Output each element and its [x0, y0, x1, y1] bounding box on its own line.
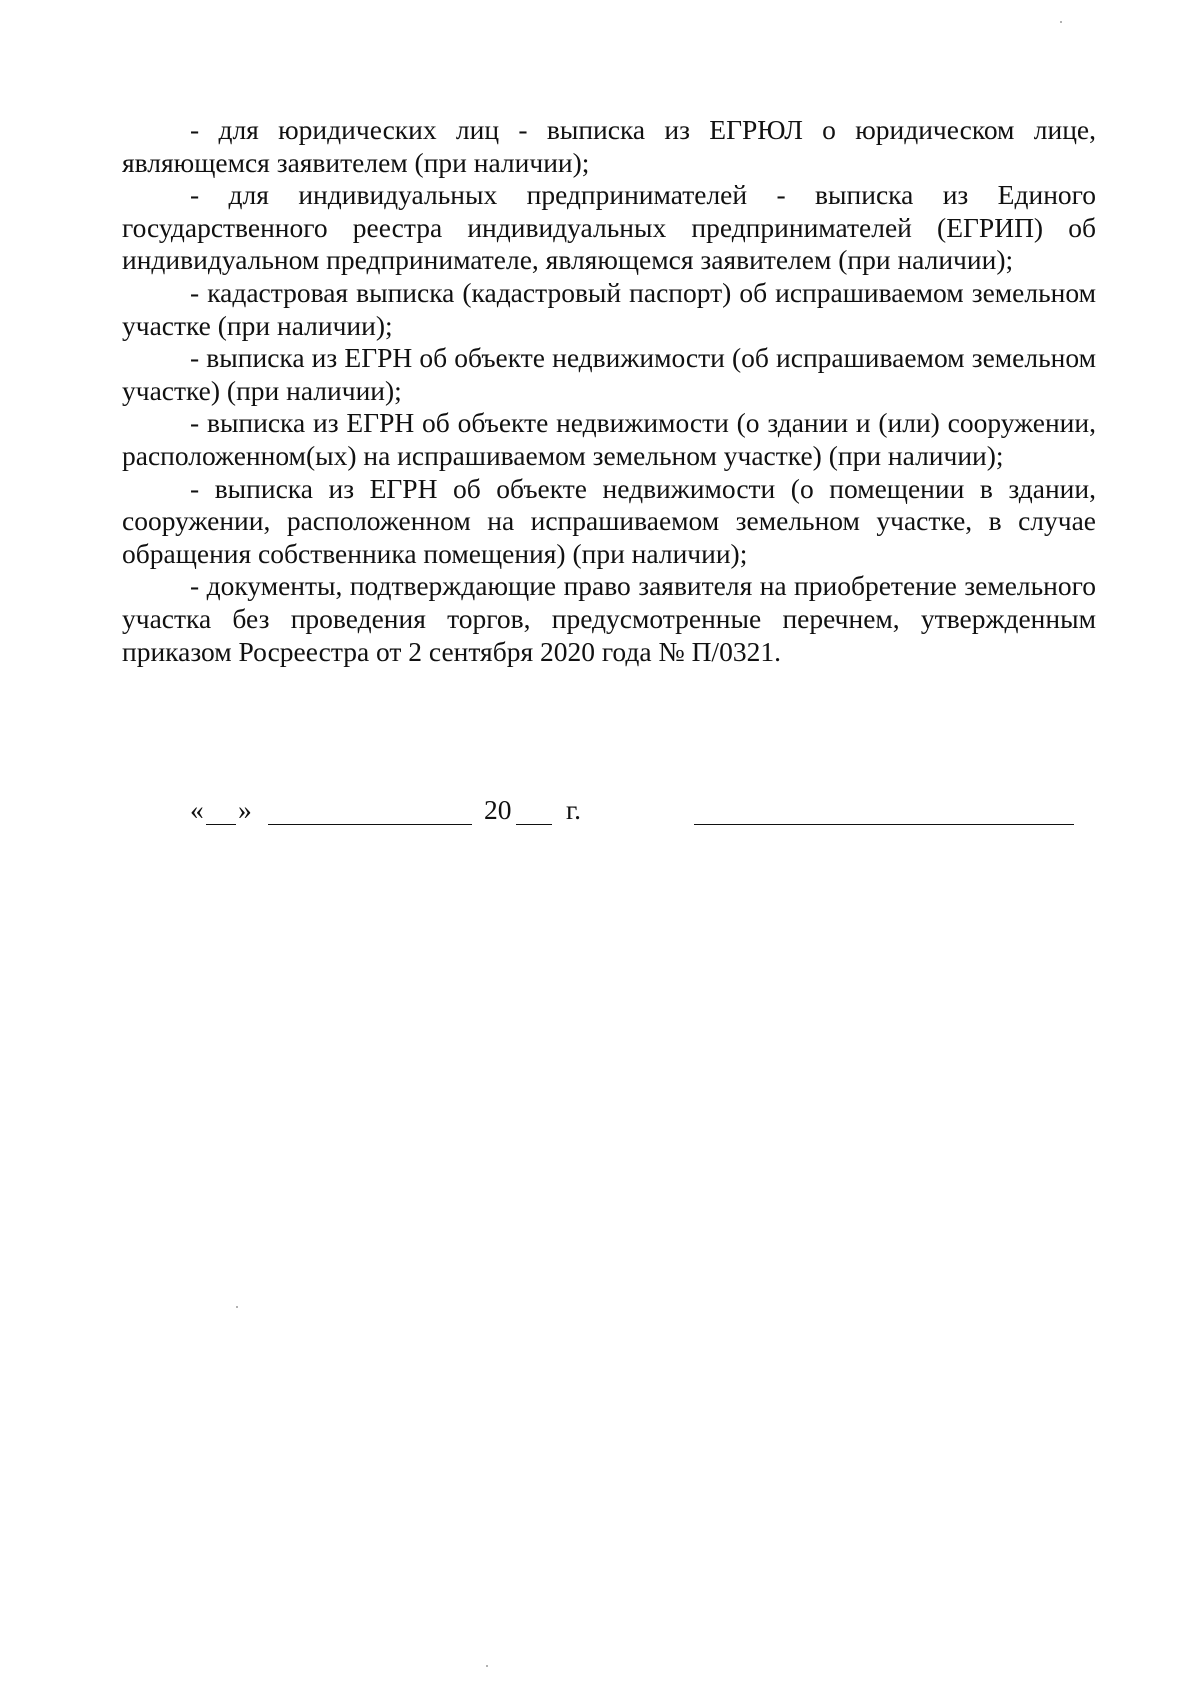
date-signature-row	[190, 794, 1090, 834]
list-item-rights-documents: - документы, подтверждающие право заявителя на приобретение земельного участка без проведения торгов, предусмотренные перечнем, утвержденным приказом Росреестра от 2 сентября 2020 года № П/0321.	[122, 570, 1096, 667]
scan-speck	[486, 1665, 488, 1667]
scan-speck	[236, 1306, 238, 1308]
month-blank-line	[268, 824, 472, 825]
list-item-legal-entities: - для юридических лиц - выписка из ЕГРЮЛ о юридическом лице, являющемся заявителем (при наличии);	[122, 114, 1096, 178]
year-prefix: 20	[484, 794, 512, 825]
list-item-cadastral-extract: - кадастровая выписка (кадастровый паспорт) об испрашиваемом земельном участке (при наличии);	[122, 276, 1096, 341]
year-suffix: г.	[566, 794, 582, 825]
signature-blank-line	[694, 824, 1074, 825]
list-item-egrn-building: - выписка из ЕГРН об объекте недвижимости (о здании и (или) сооружении, расположенном(ых) на испрашиваемом земельном участке) (при наличии);	[122, 407, 1096, 471]
scan-speck	[1060, 21, 1062, 23]
day-blank-line	[206, 824, 236, 825]
date-quote-open: «	[190, 794, 204, 825]
year-blank-line	[516, 824, 552, 825]
list-item-egrn-land-plot: - выписка из ЕГРН об объекте недвижимости (об испрашиваемом земельном участке) (при наличии);	[122, 342, 1096, 406]
list-item-individual-entrepreneurs: - для индивидуальных предпринимателей - выписка из Единого государственного реестра индивидуальных предпринимателей (ЕГРИП) об индивидуальном предпринимателе, являющемся заявителем (при наличии);	[122, 179, 1096, 276]
date-quote-close: »	[238, 794, 252, 825]
list-item-egrn-premises: - выписка из ЕГРН об объекте недвижимости (о помещении в здании, сооружении, расположенном на испрашиваемом земельном участке, в случае обращения собственника помещения) (при наличии);	[122, 472, 1096, 569]
document-body	[122, 114, 1096, 668]
